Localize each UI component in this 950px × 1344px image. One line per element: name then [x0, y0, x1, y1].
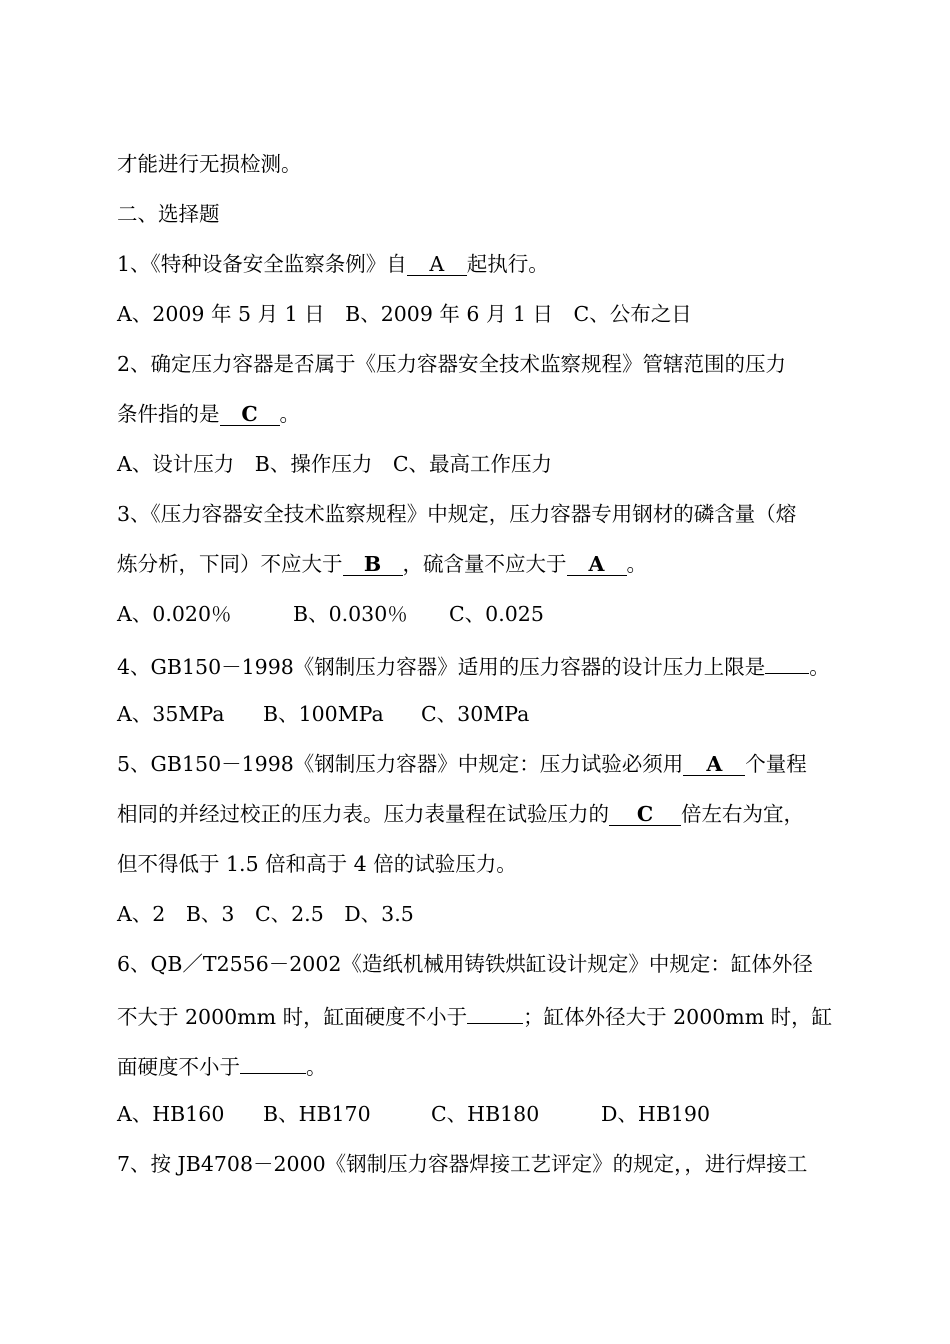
- question-text: 条件指的是: [117, 402, 220, 426]
- option-b: B、100MPa: [263, 702, 384, 726]
- option-a: A、35MPa: [117, 702, 225, 726]
- question-text: 炼分析，下同）不应大于: [117, 552, 343, 576]
- question-5-cont: 但不得低于 1.5 倍和高于 4 倍的试验压力。: [117, 852, 517, 876]
- options-line: [117, 701, 837, 727]
- text-line: 才能进行无损检测。: [117, 152, 302, 176]
- question-text: 面硬度不小于: [117, 1055, 240, 1079]
- option-c: C、0.025: [449, 602, 544, 626]
- answer-blank: A: [683, 753, 745, 776]
- question-2: [117, 351, 837, 377]
- question-4: [117, 651, 837, 677]
- question-text: 2、确定压力容器是否属于《压力容器安全技术监察规程》管辖范围的压力: [117, 352, 787, 376]
- question-text: 个量程: [745, 752, 807, 776]
- question-6-cont: [117, 1051, 837, 1077]
- options-line: [117, 1101, 837, 1127]
- option-a: A、0.020％: [117, 602, 232, 626]
- answer-blank: [467, 1001, 523, 1024]
- question-text: 。: [626, 552, 647, 576]
- question-text: 相同的并经过校正的压力表。压力表量程在试验压力的: [117, 802, 609, 826]
- option-c: C、30MPa: [421, 702, 530, 726]
- option-a: A、HB160: [117, 1102, 225, 1126]
- question-6: 6、QB／T2556－2002《造纸机械用铸铁烘缸设计规定》中规定：缸体外径: [117, 952, 813, 976]
- options-line: [117, 601, 837, 627]
- question-text: ；缸体外径大于 2000mm 时，缸: [523, 1005, 833, 1029]
- question-3: 3、《压力容器安全技术监察规程》中规定，压力容器专用钢材的磷含量（熔: [117, 502, 797, 526]
- question-6-cont: [117, 1001, 837, 1027]
- option-d: D、HB190: [601, 1102, 711, 1126]
- question-3-cont: [117, 551, 837, 577]
- question-text: 5、GB150－1998《钢制压力容器》中规定：压力试验必须用: [117, 752, 684, 776]
- question-text: 不大于 2000mm 时，缸面硬度不小于: [117, 1005, 468, 1029]
- question-text: 1、《特种设备安全监察条例》自: [117, 252, 407, 276]
- question-text: 4、GB150－1998《钢制压力容器》适用的压力容器的设计压力上限是: [117, 655, 766, 679]
- question-text: 。: [306, 1055, 327, 1079]
- question-2-cont: [117, 401, 837, 427]
- answer-blank: A: [407, 253, 467, 276]
- answer-blank: C: [609, 803, 681, 826]
- option-b: B、0.030％: [293, 602, 408, 626]
- answer-blank: B: [343, 553, 403, 576]
- options-line: A、2 B、3 C、2.5 D、3.5: [117, 902, 414, 926]
- options-line: A、2009 年 5 月 1 日 B、2009 年 6 月 1 日 C、公布之日: [117, 302, 692, 326]
- section-heading: 二、选择题: [117, 202, 220, 226]
- question-1: [117, 251, 837, 277]
- answer-blank: [765, 651, 809, 674]
- option-b: B、HB170: [263, 1102, 371, 1126]
- option-c: C、HB180: [431, 1102, 540, 1126]
- question-5-cont: [117, 801, 837, 827]
- question-text: 。: [279, 402, 300, 426]
- answer-blank: C: [220, 403, 280, 426]
- question-text: 起执行。: [466, 252, 549, 276]
- answer-blank: [240, 1051, 306, 1074]
- question-text: 。: [809, 655, 830, 679]
- options-line: A、设计压力 B、操作压力 C、最高工作压力: [117, 452, 553, 476]
- question-7: 7、按 JB4708－2000《钢制压力容器焊接工艺评定》的规定，，进行焊接工: [117, 1152, 808, 1176]
- question-text: 倍左右为宜，: [681, 802, 804, 826]
- answer-blank: A: [567, 553, 627, 576]
- question-5: [117, 751, 837, 777]
- question-text: ，硫含量不应大于: [402, 552, 567, 576]
